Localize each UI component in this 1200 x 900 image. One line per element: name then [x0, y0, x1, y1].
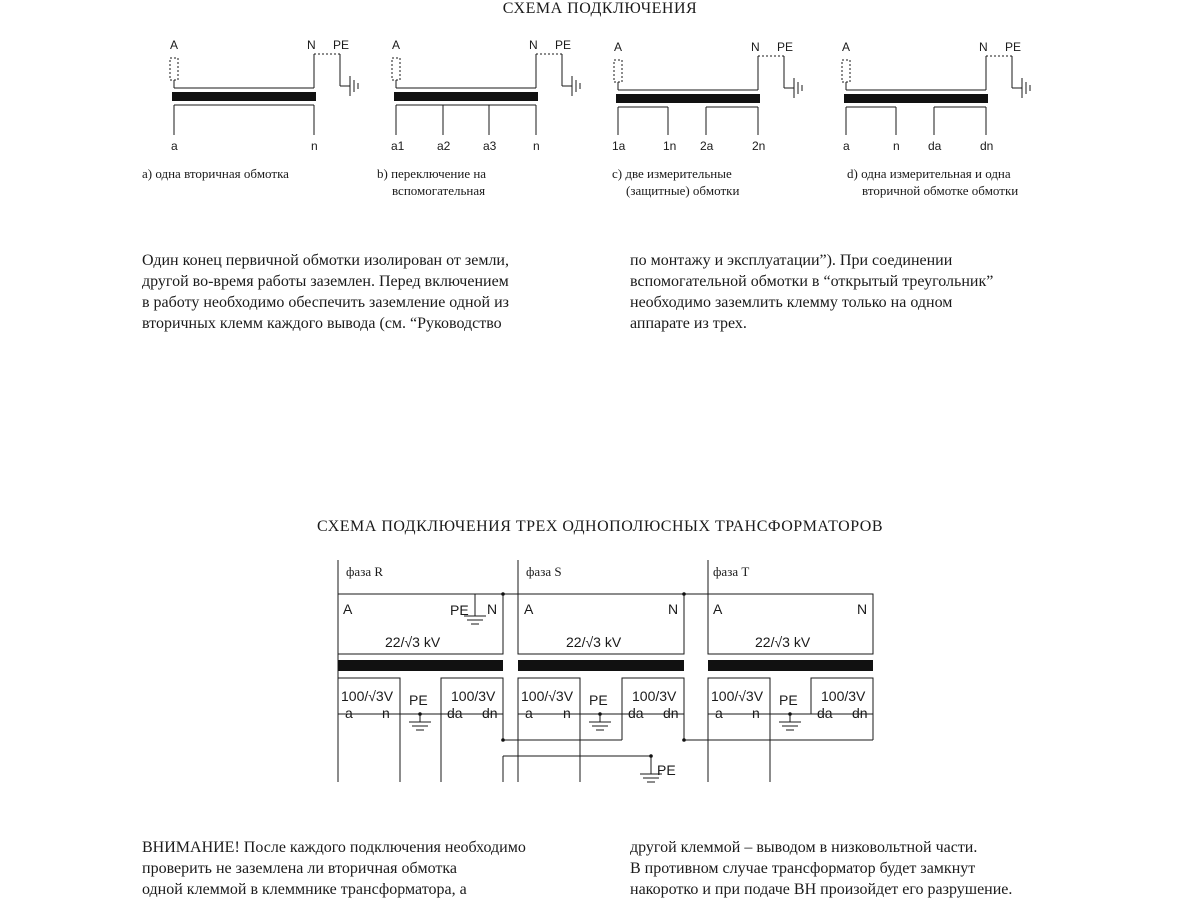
- paragraph-line: вспомогательной обмотки в “открытый треугольник”: [630, 273, 994, 290]
- warning-right: [630, 837, 1012, 900]
- warning-left: [142, 837, 526, 900]
- scheme-c-sec-2: 2a: [700, 139, 714, 153]
- scheme-c-caption: [612, 165, 739, 199]
- phase-r-name: фаза R: [346, 564, 384, 579]
- scheme-c-core: [616, 94, 760, 103]
- phase-r-a: a: [345, 705, 353, 721]
- phase-t-da: da: [817, 705, 833, 721]
- warning-line: одной клеммой в клеммнике трансформатора, а: [142, 881, 467, 898]
- common-pe-label: PE: [657, 762, 676, 778]
- scheme-b-label-N: N: [529, 38, 538, 52]
- paragraph-line: в работу необходимо обеспечить заземление одной из: [142, 294, 509, 311]
- phase-s-a: a: [525, 705, 533, 721]
- scheme-d-core: [844, 94, 988, 103]
- paragraph-line: аппарате из трех.: [630, 315, 747, 332]
- phase-t-aux-voltage: 100/3V: [821, 688, 866, 704]
- warning-line: проверить не заземлена ли вторичная обмотка: [142, 860, 457, 877]
- scheme-d-caption-line: вторичной обмотке обмотки: [862, 183, 1019, 198]
- scheme-d-sec-3: dn: [980, 139, 994, 153]
- scheme-b-caption: [377, 165, 486, 199]
- scheme-d-label-A: A: [842, 40, 851, 54]
- scheme-c-sec-3: 2n: [752, 139, 766, 153]
- phase-r-primary-voltage: 22/√3 kV: [385, 634, 441, 650]
- phase-t-N: N: [857, 601, 868, 617]
- scheme-d-caption: [847, 165, 1018, 199]
- phase-t-meas-voltage: 100/√3V: [711, 688, 764, 704]
- scheme-a-label-N: N: [307, 38, 316, 52]
- scheme-b-sec-2: a3: [483, 139, 497, 153]
- scheme-c-label-A: A: [614, 40, 623, 54]
- phase-t-core: [708, 660, 873, 671]
- phase-s-da: da: [628, 705, 644, 721]
- paragraph-line: Один конец первичной обмотки изолирован от земли,: [142, 252, 509, 269]
- phase-r-aux-voltage: 100/3V: [451, 688, 496, 704]
- scheme-c-caption-line: c) две измерительные: [612, 166, 732, 181]
- top-title: СХЕМА ПОДКЛЮЧЕНИЯ: [502, 0, 698, 17]
- scheme-a-sec-1: n: [311, 139, 318, 153]
- phase-t-A: A: [713, 601, 723, 617]
- scheme-b-caption-line: вспомогательная: [392, 183, 486, 198]
- scheme-a-caption-line: a) одна вторичная обмотка: [142, 166, 289, 181]
- paragraph-line: необходимо заземлить клемму только на одном: [630, 294, 953, 311]
- scheme-d-sec-0: a: [843, 139, 850, 153]
- scheme-c-label-PE: PE: [777, 40, 794, 54]
- phase-t-n: n: [752, 705, 760, 721]
- phase-r-dn: dn: [482, 705, 498, 721]
- scheme-b-core: [394, 92, 538, 101]
- phase-s-N: N: [668, 601, 679, 617]
- phase-s-pe: PE: [589, 692, 608, 708]
- phase-s-aux-voltage: 100/3V: [632, 688, 677, 704]
- warning-line: В противном случае трансформатор будет замкнут: [630, 860, 976, 877]
- phase-s-A: A: [524, 601, 534, 617]
- scheme-a-label-A: A: [170, 38, 179, 52]
- scheme-c-sec-1: 1n: [663, 139, 677, 153]
- scheme-b-sec-1: a2: [437, 139, 451, 153]
- scheme-b-sec-3: n: [533, 139, 540, 153]
- phase-r-da: da: [447, 705, 463, 721]
- three-phase-schematic: [0, 550, 1200, 810]
- paragraph1-left: [142, 250, 509, 334]
- phase-t-dn: dn: [852, 705, 868, 721]
- phase-r-N: N: [487, 601, 498, 617]
- scheme-c-sec-0: 1a: [612, 139, 626, 153]
- scheme-c-caption-line: (защитные) обмотки: [626, 183, 740, 198]
- scheme-a-caption: [142, 165, 289, 182]
- paragraph-line: вторичных клемм каждого вывода (см. “Руководство: [142, 315, 502, 332]
- scheme-a-core: [172, 92, 316, 101]
- scheme-a-label-PE: PE: [333, 38, 350, 52]
- scheme-c-label-N: N: [751, 40, 760, 54]
- scheme-d-label-N: N: [979, 40, 988, 54]
- phase-r-n: n: [382, 705, 390, 721]
- scheme-b-label-PE: PE: [555, 38, 572, 52]
- phase-t-pe: PE: [779, 692, 798, 708]
- phase-t-a: a: [715, 705, 723, 721]
- warning-line: накоротко и при подаче ВН произойдет его разрушение.: [630, 881, 1013, 898]
- scheme-d-label-PE: PE: [1005, 40, 1022, 54]
- warning-line: другой клеммой – выводом в низковольтной части.: [630, 839, 978, 856]
- scheme-b-caption-line: b) переключение на: [377, 166, 487, 181]
- phase-t-name: фаза T: [713, 564, 750, 579]
- scheme-b-label-A: A: [392, 38, 401, 52]
- phase-s-n: n: [563, 705, 571, 721]
- scheme-a-sec-0: a: [171, 139, 178, 153]
- paragraph-line: другой во-время работы заземлен. Перед включением: [142, 273, 509, 290]
- phase-s-primary-voltage: 22/√3 kV: [566, 634, 622, 650]
- phase-r-core: [338, 660, 503, 671]
- scheme-d-caption-line: d) одна измерительная и одна: [847, 166, 1011, 181]
- phase-r-A: A: [343, 601, 353, 617]
- phase-r-pe: PE: [409, 692, 428, 708]
- phase-t-primary-voltage: 22/√3 kV: [755, 634, 811, 650]
- warning-line: ВНИМАНИЕ! После каждого подключения необходимо: [142, 839, 526, 856]
- phase-r-meas-voltage: 100/√3V: [341, 688, 394, 704]
- phase-r-PE-primary: PE: [450, 602, 469, 618]
- phase-s-core: [518, 660, 684, 671]
- phase-s-name: фаза S: [526, 564, 562, 579]
- scheme-b-sec-0: a1: [391, 139, 405, 153]
- paragraph1-right: [630, 250, 993, 334]
- bottom-title: СХЕМА ПОДКЛЮЧЕНИЯ ТРЕХ ОДНОПОЛЮСНЫХ ТРАНСФОРМАТОРОВ: [316, 518, 884, 535]
- scheme-d-sec-1: n: [893, 139, 900, 153]
- phase-s-dn: dn: [663, 705, 679, 721]
- paragraph-line: по монтажу и эксплуатации”). При соединении: [630, 252, 953, 269]
- phase-s-meas-voltage: 100/√3V: [521, 688, 574, 704]
- scheme-d-sec-2: da: [928, 139, 942, 153]
